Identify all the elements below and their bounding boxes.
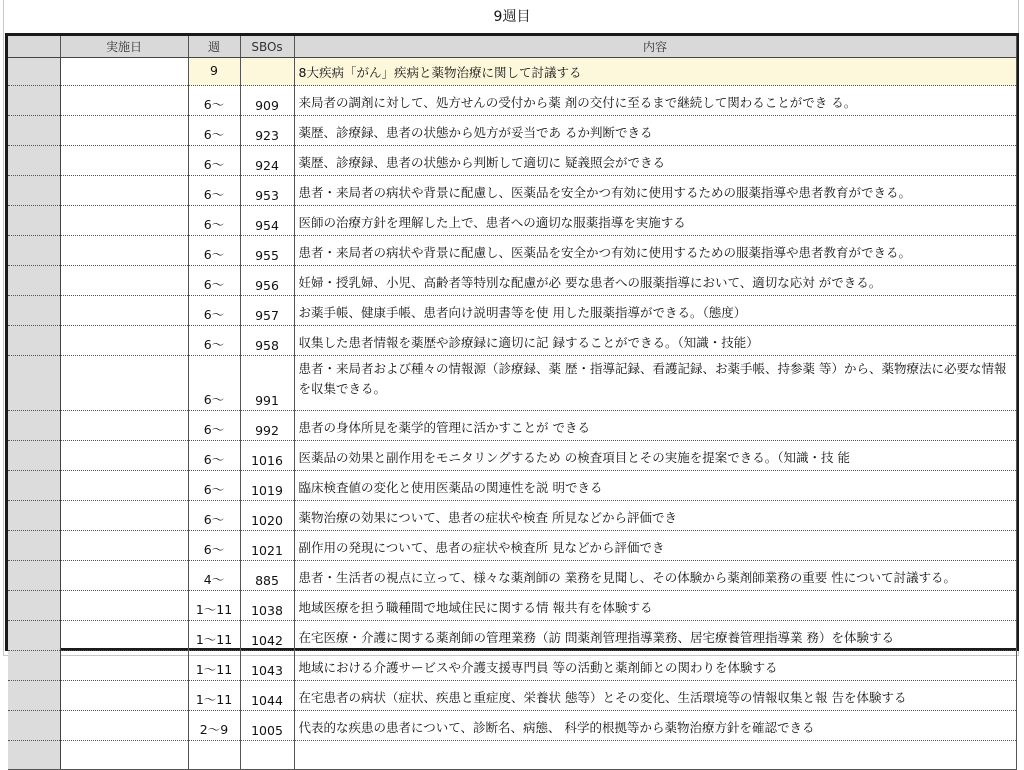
table-row	[8, 266, 1016, 296]
row-margin	[8, 206, 60, 236]
content-cell: 代表的な疾患の患者について、診断名、病態、 科学的根拠等から薬物治療方針を確認できる	[294, 711, 1016, 741]
content-cell: 臨床検査値の変化と使用医薬品の関連性を説 明できる	[294, 471, 1016, 501]
page-title: 9週目	[493, 9, 531, 25]
content-cell: 地域における介護サービスや介護支援専門員 等の活動と薬剤師との関わりを体験する	[294, 651, 1016, 681]
sbo-cell: 957	[240, 296, 294, 326]
content-cell: 妊婦・授乳婦、小児、高齢者等特別な配慮が必 要な患者への服薬指導において、適切な応対 ができる。	[294, 266, 1016, 296]
table-row	[8, 326, 1016, 356]
table-row	[8, 58, 1016, 86]
content-cell: 8大疾病「がん」疾病と薬物治療に関して討議する	[294, 58, 1016, 86]
date-cell[interactable]	[60, 266, 188, 296]
sbo-cell: 1005	[240, 711, 294, 741]
sbo-cell: 955	[240, 236, 294, 266]
content-cell	[294, 741, 1016, 770]
content-cell: 患者・来局者の病状や背景に配慮し、医薬品を安全かつ有効に使用するための服薬指導や患者教育ができる。	[294, 236, 1016, 266]
sbo-cell: 924	[240, 146, 294, 176]
content-cell: 薬歴、診療録、患者の状態から判断して適切に 疑義照会ができる	[294, 146, 1016, 176]
week-cell: 1〜11	[188, 621, 240, 651]
table	[8, 36, 1017, 770]
week-cell: 6〜	[188, 236, 240, 266]
date-cell[interactable]	[60, 741, 188, 770]
week-cell: 6〜	[188, 356, 240, 411]
table-row	[8, 356, 1016, 411]
content-cell: 在宅患者の病状（症状、疾患と重症度、栄養状 態等）とその変化、生活環境等の情報収集と報 告を体験する	[294, 681, 1016, 711]
row-margin	[8, 741, 60, 770]
table-row	[8, 501, 1016, 531]
date-cell[interactable]	[60, 591, 188, 621]
date-cell[interactable]	[60, 116, 188, 146]
table-row	[8, 471, 1016, 501]
table-row	[8, 651, 1016, 681]
content-cell: 収集した患者情報を薬歴や診療録に適切に記 録することができる。（知識・技能）	[294, 326, 1016, 356]
sbo-cell: 1044	[240, 681, 294, 711]
week-cell: 1〜11	[188, 651, 240, 681]
sbo-cell: 909	[240, 86, 294, 116]
sbo-cell: 885	[240, 561, 294, 591]
date-cell[interactable]	[60, 86, 188, 116]
content-cell: お薬手帳、健康手帳、患者向け説明書等を使 用した服薬指導ができる。（態度）	[294, 296, 1016, 326]
table-row	[8, 116, 1016, 146]
week-cell: 9	[188, 58, 240, 86]
sbo-cell: 953	[240, 176, 294, 206]
date-cell[interactable]	[60, 411, 188, 441]
date-cell[interactable]	[60, 146, 188, 176]
row-margin	[8, 326, 60, 356]
row-margin	[8, 591, 60, 621]
table-row	[8, 176, 1016, 206]
row-margin	[8, 58, 60, 86]
content-cell: 地域医療を担う職種間で地域住民に関する情 報共有を体験する	[294, 591, 1016, 621]
row-margin	[8, 711, 60, 741]
row-margin	[8, 266, 60, 296]
table-row	[8, 711, 1016, 741]
date-cell[interactable]	[60, 326, 188, 356]
sbo-cell: 958	[240, 326, 294, 356]
week-cell: 6〜	[188, 411, 240, 441]
table-row	[8, 561, 1016, 591]
week-cell: 6〜	[188, 296, 240, 326]
date-cell[interactable]	[60, 236, 188, 266]
table-row	[8, 741, 1016, 770]
date-cell[interactable]	[60, 58, 188, 86]
header-row	[8, 36, 1016, 58]
table-row	[8, 296, 1016, 326]
content-cell: 来局者の調剤に対して、処方せんの受付から薬 剤の交付に至るまで継続して関わることができ る。	[294, 86, 1016, 116]
content-cell: 医薬品の効果と副作用をモニタリングするため の検査項目とその実施を提案できる。（知識・技 能	[294, 441, 1016, 471]
sbo-cell: 1016	[240, 441, 294, 471]
sbo-cell: 1020	[240, 501, 294, 531]
date-cell[interactable]	[60, 471, 188, 501]
content-cell: 副作用の発現について、患者の症状や検査所 見などから評価でき	[294, 531, 1016, 561]
content-cell: 患者・生活者の視点に立って、様々な薬剤師の 業務を見聞し、その体験から薬剤師業務の重要 性について討議する。	[294, 561, 1016, 591]
date-cell[interactable]	[60, 681, 188, 711]
sbo-cell	[240, 741, 294, 770]
sbo-schedule-table	[5, 33, 1019, 738]
week-cell: 6〜	[188, 116, 240, 146]
table-row	[8, 591, 1016, 621]
table-row	[8, 681, 1016, 711]
week-cell: 4〜	[188, 561, 240, 591]
date-cell[interactable]	[60, 651, 188, 681]
week-cell: 1〜11	[188, 591, 240, 621]
week-cell: 6〜	[188, 206, 240, 236]
table-body	[8, 58, 1016, 770]
date-cell[interactable]	[60, 441, 188, 471]
date-cell[interactable]	[60, 296, 188, 326]
week-cell: 6〜	[188, 86, 240, 116]
content-cell: 患者・来局者の病状や背景に配慮し、医薬品を安全かつ有効に使用するための服薬指導や患者教育ができる。	[294, 176, 1016, 206]
row-margin	[8, 236, 60, 266]
date-cell[interactable]	[60, 356, 188, 411]
table-row	[8, 86, 1016, 116]
date-cell[interactable]	[60, 561, 188, 591]
week-cell: 6〜	[188, 176, 240, 206]
row-margin	[8, 501, 60, 531]
date-cell[interactable]	[60, 621, 188, 651]
row-margin	[8, 296, 60, 326]
sbo-cell: 954	[240, 206, 294, 236]
row-margin	[8, 471, 60, 501]
week-cell	[188, 741, 240, 770]
sbo-cell: 923	[240, 116, 294, 146]
date-cell[interactable]	[60, 531, 188, 561]
row-margin	[8, 116, 60, 146]
row-margin	[8, 146, 60, 176]
sbo-cell: 1019	[240, 471, 294, 501]
header-sbos: SBOs	[240, 36, 294, 58]
week-cell: 6〜	[188, 501, 240, 531]
row-margin	[8, 681, 60, 711]
week-cell: 2〜9	[188, 711, 240, 741]
header-week: 週	[188, 36, 240, 58]
row-margin	[8, 531, 60, 561]
row-margin	[8, 356, 60, 411]
content-cell: 薬歴、診療録、患者の状態から処方が妥当であ るか判断できる	[294, 116, 1016, 146]
week-cell: 6〜	[188, 441, 240, 471]
week-cell: 6〜	[188, 531, 240, 561]
table-row	[8, 621, 1016, 651]
sbo-cell: 1038	[240, 591, 294, 621]
week-cell: 6〜	[188, 266, 240, 296]
content-cell: 薬物治療の効果について、患者の症状や検査 所見などから評価でき	[294, 501, 1016, 531]
sbo-cell: 1043	[240, 651, 294, 681]
date-cell[interactable]	[60, 501, 188, 531]
table-row	[8, 411, 1016, 441]
table-row	[8, 531, 1016, 561]
row-margin	[8, 621, 60, 651]
table-row	[8, 236, 1016, 266]
content-cell: 患者・来局者および種々の情報源（診療録、薬 歴・指導記録、看護記録、お薬手帳、持参薬 等）から、薬物療法に必要な情報を収集できる。	[294, 356, 1016, 411]
row-margin	[8, 86, 60, 116]
table-row	[8, 441, 1016, 471]
week-cell: 6〜	[188, 326, 240, 356]
header-jisshi: 実施日	[60, 36, 188, 58]
sbo-cell: 992	[240, 411, 294, 441]
row-margin	[8, 441, 60, 471]
week-cell: 1〜11	[188, 681, 240, 711]
week-cell: 6〜	[188, 146, 240, 176]
sbo-cell: 1042	[240, 621, 294, 651]
sbo-cell: 991	[240, 356, 294, 411]
content-cell: 医師の治療方針を理解した上で、患者への適切な服薬指導を実施する	[294, 206, 1016, 236]
sbo-cell: 956	[240, 266, 294, 296]
date-cell[interactable]	[60, 711, 188, 741]
date-cell[interactable]	[60, 206, 188, 236]
table-row	[8, 206, 1016, 236]
row-margin	[8, 411, 60, 441]
row-margin	[8, 176, 60, 206]
header-naiyo: 内容	[294, 36, 1016, 58]
date-cell[interactable]	[60, 176, 188, 206]
content-cell: 在宅医療・介護に関する薬剤師の管理業務（訪 問薬剤管理指導業務、居宅療養管理指導業 務）を体験する	[294, 621, 1016, 651]
row-margin	[8, 561, 60, 591]
table-row	[8, 146, 1016, 176]
header-blank	[8, 36, 60, 58]
row-margin	[8, 651, 60, 681]
week-cell: 6〜	[188, 471, 240, 501]
sbo-cell	[240, 58, 294, 86]
content-cell: 患者の身体所見を薬学的管理に活かすことが できる	[294, 411, 1016, 441]
sbo-cell: 1021	[240, 531, 294, 561]
